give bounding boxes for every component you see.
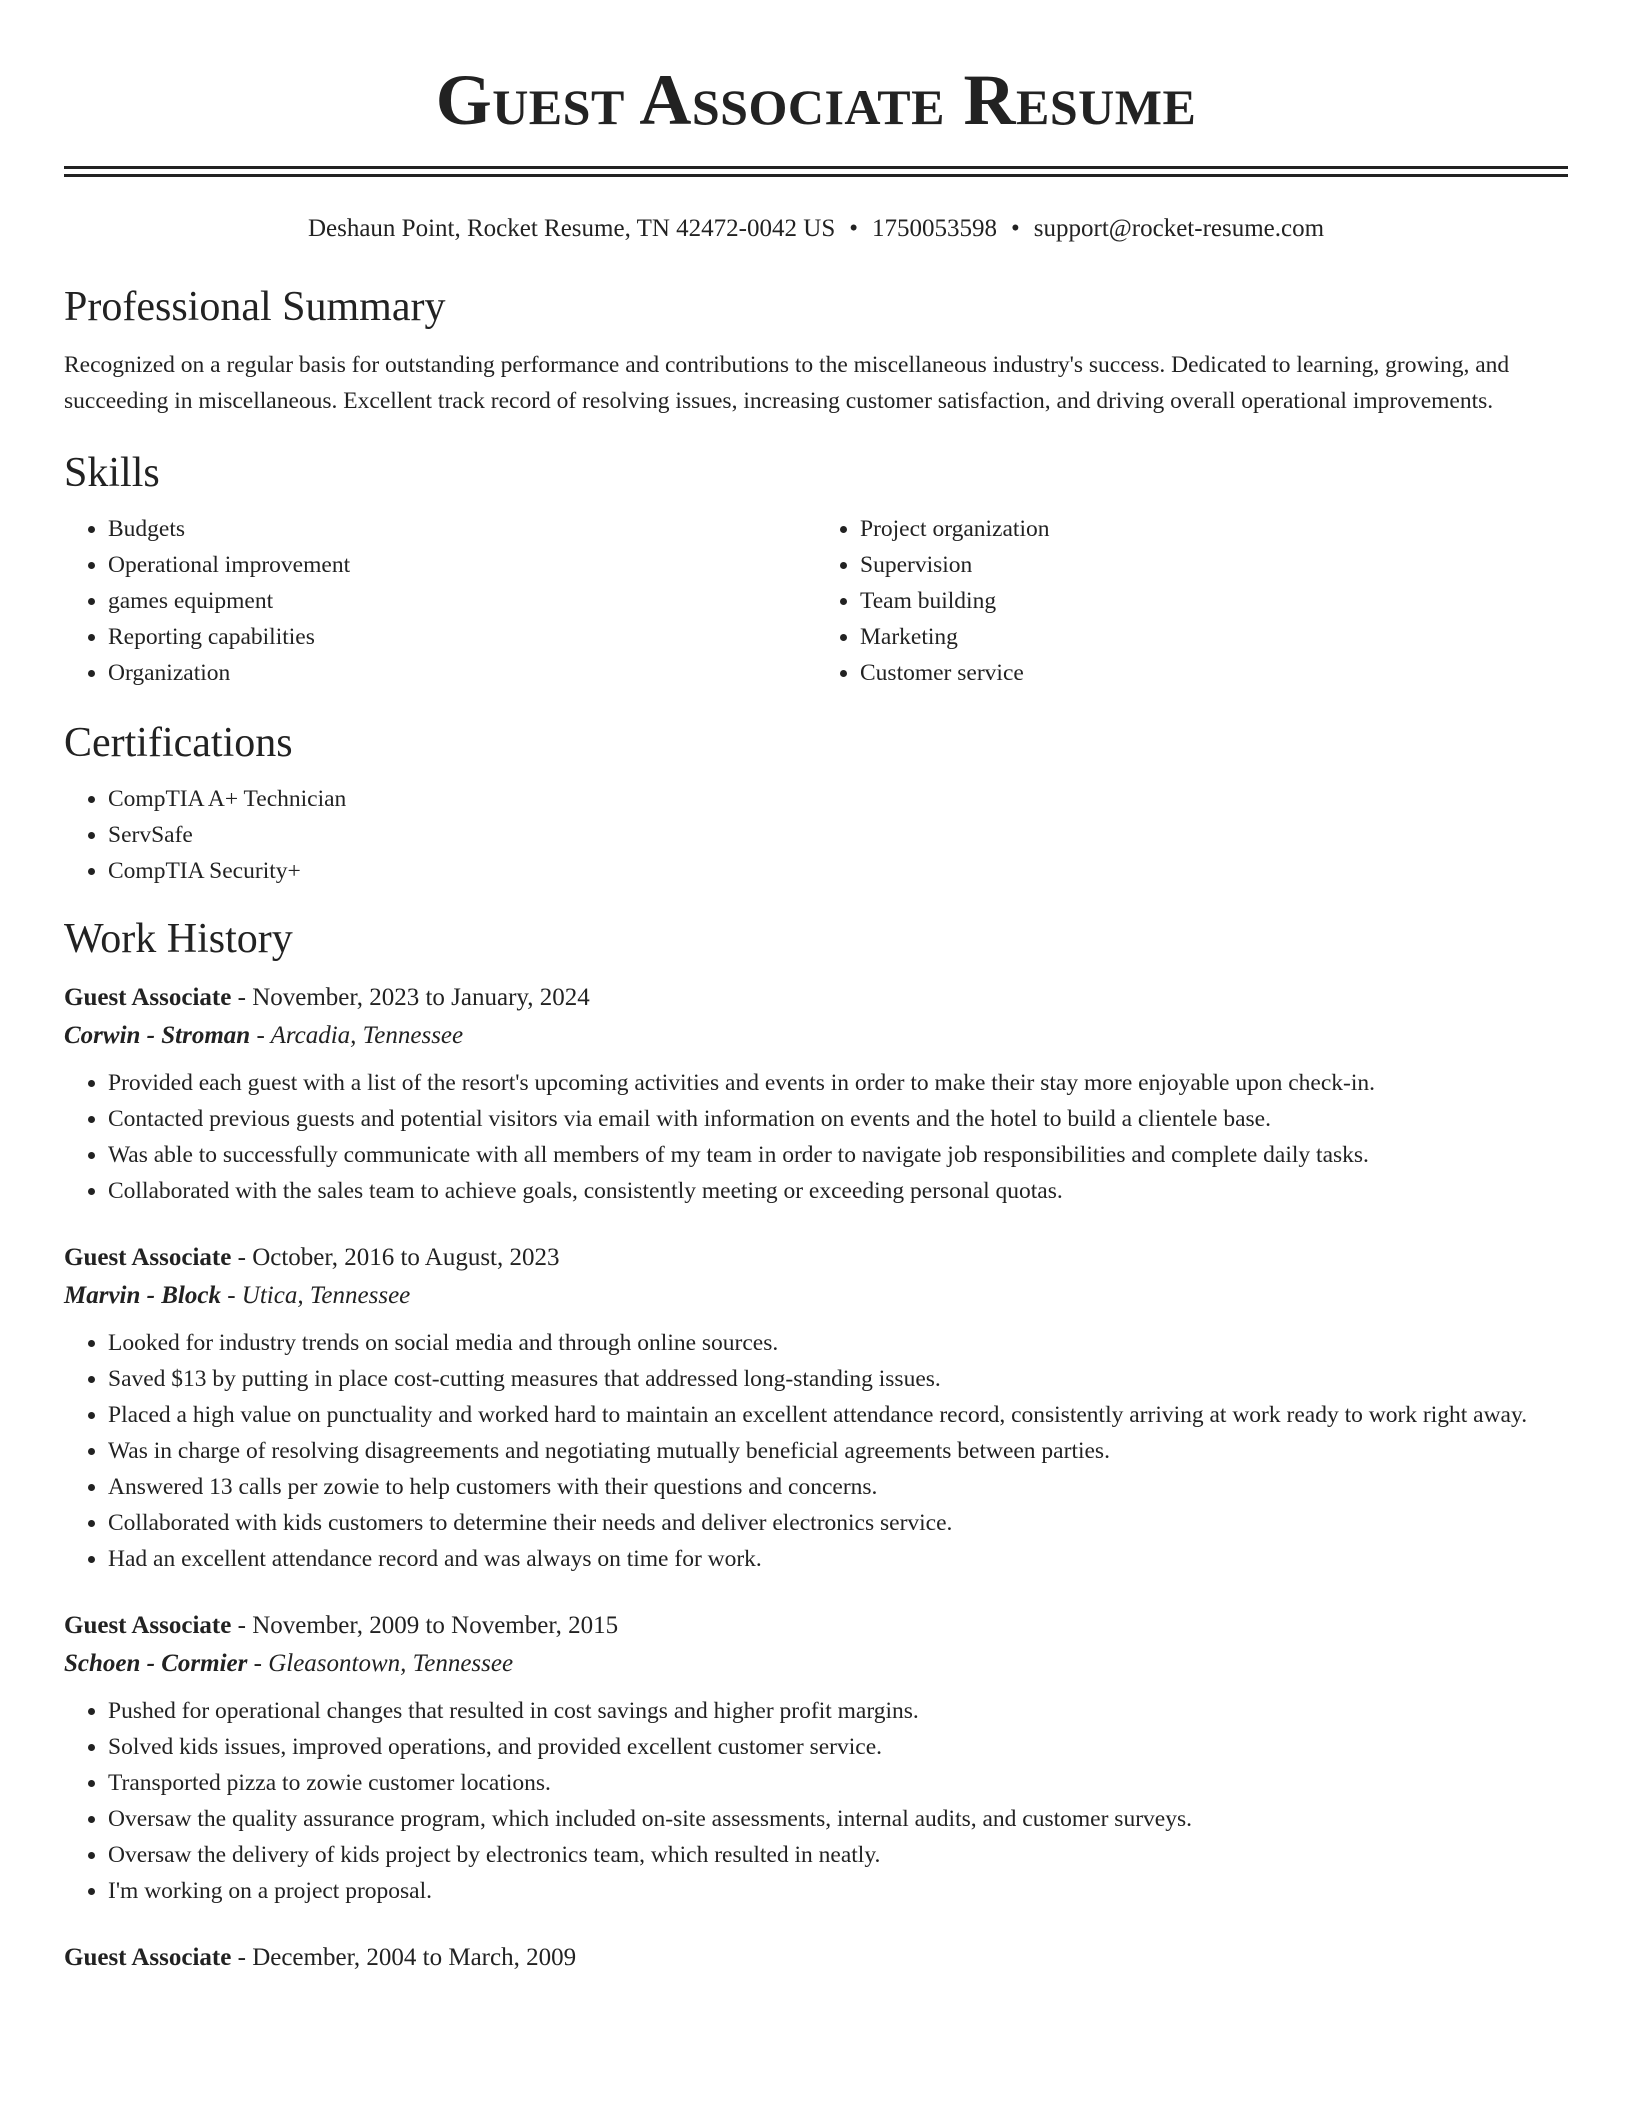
job-title: Guest Associate (64, 1244, 232, 1271)
skill-item: • Marketing (860, 619, 1568, 655)
skill-item: • Operational improvement (108, 547, 816, 583)
job-bullet: • Placed a high value on punctuality and worked hard to maintain an excellent attendance record, consistently arriving at work ready to work right away. (108, 1397, 1568, 1433)
job-dash: - (231, 1244, 253, 1271)
job-bullet: • Had an excellent attendance record and was always on time for work. (108, 1541, 1568, 1577)
job-bullet: • Looked for industry trends on social media and through online sources. (108, 1325, 1568, 1361)
job-bullet: • Transported pizza to zowie customer locations. (108, 1765, 1568, 1801)
job-dates: November, 2023 to January, 2024 (252, 984, 590, 1011)
contact-line (64, 213, 1568, 245)
skills-heading: Skills (64, 450, 160, 496)
skills-columns (64, 511, 1568, 691)
job-title-line (64, 979, 1568, 1017)
job-dates: November, 2009 to November, 2015 (252, 1612, 619, 1639)
job-bullet: • Solved kids issues, improved operations, and provided excellent customer service. (108, 1729, 1568, 1765)
job-bullets (64, 1693, 1568, 1909)
job-company: Marvin - Block (64, 1282, 221, 1309)
skill-item: • Organization (108, 655, 816, 691)
job-dash: - (231, 984, 253, 1011)
resume-title: Guest Associate Resume (435, 60, 1197, 140)
contact-separator: • (1011, 215, 1020, 242)
skill-item: • Team building (860, 583, 1568, 619)
job-dash: - (250, 1022, 271, 1049)
job-bullet: • Contacted previous guests and potential visitors via email with information on events and the hotel to build a clientele base. (108, 1101, 1568, 1137)
job-bullet: • Was able to successfully communicate with all members of my team in order to navigate job responsibilities and complete daily tasks. (108, 1137, 1568, 1173)
work-history-heading: Work History (64, 916, 293, 962)
contact-email: support@rocket-resume.com (1033, 215, 1325, 242)
certification-item: • ServSafe (108, 817, 1568, 853)
skill-item: • Reporting capabilities (108, 619, 816, 655)
job-bullet: • Was in charge of resolving disagreements and negotiating mutually beneficial agreements between parties. (108, 1433, 1568, 1469)
job-bullets (64, 1065, 1568, 1209)
skill-item: • Supervision (860, 547, 1568, 583)
contact-phone: 1750053598 (872, 215, 997, 242)
certification-item: • CompTIA A+ Technician (108, 781, 1568, 817)
title-divider (64, 166, 1568, 177)
job-company-line (64, 1017, 1568, 1055)
skill-item: • Customer service (860, 655, 1568, 691)
skills-list-left (64, 511, 816, 691)
job-title: Guest Associate (64, 984, 232, 1011)
summary-heading: Professional Summary (64, 284, 446, 330)
job-bullet: • Answered 13 calls per zowie to help customers with their questions and concerns. (108, 1469, 1568, 1505)
job-title: Guest Associate (64, 1612, 232, 1639)
certification-item: • CompTIA Security+ (108, 853, 1568, 889)
job-entry (64, 979, 1568, 1209)
skill-item: • Budgets (108, 511, 816, 547)
job-company-line (64, 1645, 1568, 1683)
job-company: Corwin - Stroman (64, 1022, 251, 1049)
job-entry (64, 1239, 1568, 1577)
job-location: Utica, Tennessee (241, 1282, 411, 1309)
job-bullet: • Pushed for operational changes that resulted in cost savings and higher profit margins. (108, 1693, 1568, 1729)
job-bullet: • Collaborated with kids customers to determine their needs and deliver electronics service. (108, 1505, 1568, 1541)
skills-list-right (816, 511, 1568, 691)
contact-address: Deshaun Point, Rocket Resume, TN 42472-0042 US (307, 215, 836, 242)
summary-text: Recognized on a regular basis for outstanding performance and contributions to the miscellaneous industry's success. Dedicated to learning, growing, and succeeding in miscellaneous. Excellent track record of resolving issues, increasing customer satisfaction, and driving overall operational improvements. (64, 352, 1510, 414)
job-location: Gleasontown, Tennessee (268, 1650, 514, 1677)
job-bullet: • Collaborated with the sales team to achieve goals, consistently meeting or exceeding personal quotas. (108, 1173, 1568, 1209)
job-title-line (64, 1607, 1568, 1645)
certifications-heading: Certifications (64, 720, 293, 766)
job-location: Arcadia, Tennessee (270, 1022, 464, 1049)
job-dash: - (231, 1944, 253, 1971)
job-title-line (64, 1939, 1568, 1977)
job-company: Schoen - Cormier (64, 1650, 248, 1677)
job-dash: - (231, 1612, 253, 1639)
job-dash: - (247, 1650, 269, 1677)
job-entry (64, 1607, 1568, 1909)
job-dash: - (220, 1282, 242, 1309)
job-title-line (64, 1239, 1568, 1277)
job-bullet: • Oversaw the delivery of kids project by electronics team, which resulted in neatly. (108, 1837, 1568, 1873)
job-bullet: • Saved $13 by putting in place cost-cutting measures that addressed long-standing issues. (108, 1361, 1568, 1397)
skill-item: • Project organization (860, 511, 1568, 547)
job-bullet: • I'm working on a project proposal. (108, 1873, 1568, 1909)
job-title: Guest Associate (64, 1944, 232, 1971)
job-bullet: • Provided each guest with a list of the resort's upcoming activities and events in order to make their stay more enjoyable upon check-in. (108, 1065, 1568, 1101)
job-entry (64, 1939, 1568, 1977)
contact-separator: • (849, 215, 858, 242)
job-dates: December, 2004 to March, 2009 (252, 1944, 577, 1971)
skill-item: • games equipment (108, 583, 816, 619)
job-bullet: • Oversaw the quality assurance program, which included on-site assessments, internal audits, and customer surveys. (108, 1801, 1568, 1837)
job-dates: October, 2016 to August, 2023 (252, 1244, 560, 1271)
job-bullets (64, 1325, 1568, 1577)
certifications-list (64, 781, 1568, 889)
job-company-line (64, 1277, 1568, 1315)
